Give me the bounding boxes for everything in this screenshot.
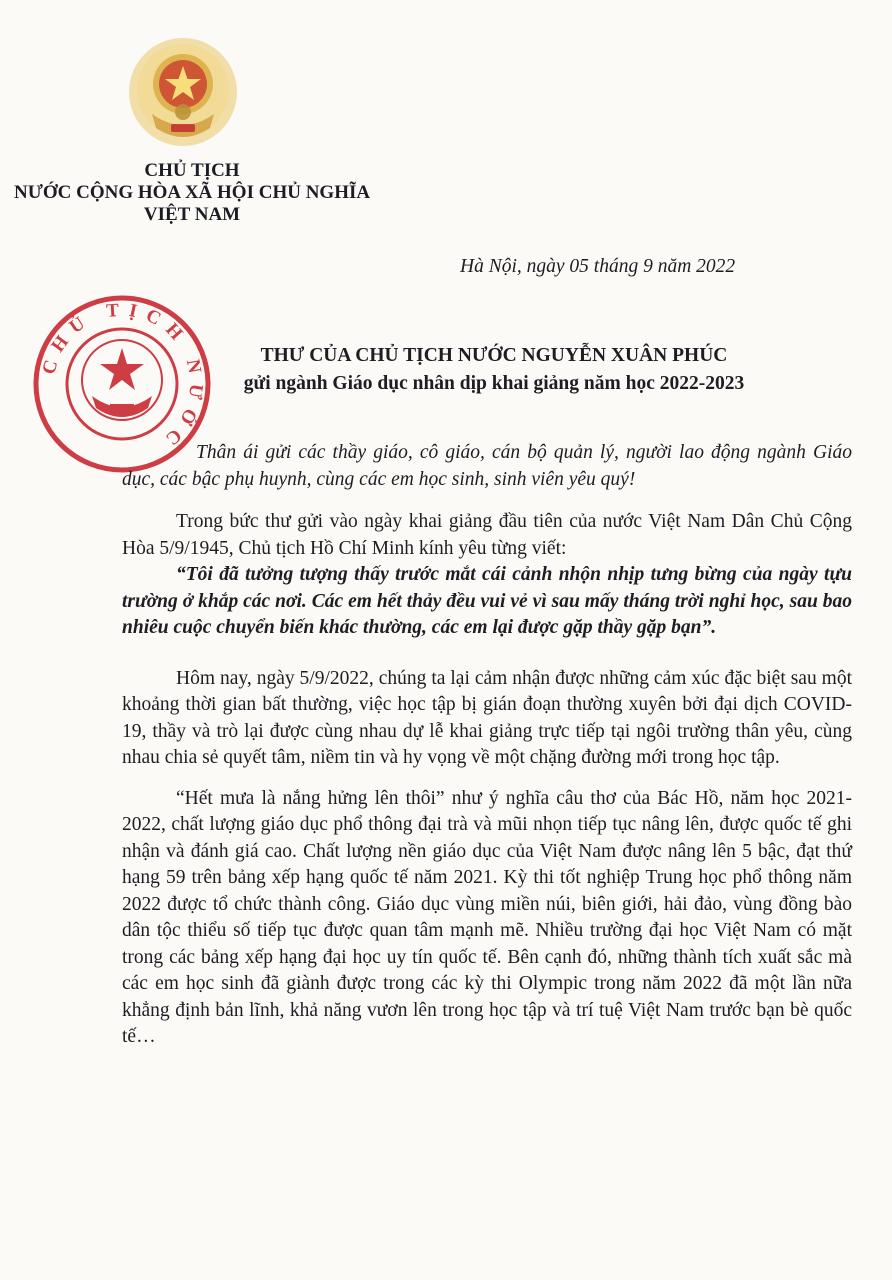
ho-chi-minh-quote: “Tôi đã tưởng tượng thấy trước mắt cái cảnh nhộn nhịp tưng bừng của ngày tựu trường ở khắp các nơi. Các em hết thảy đều vui vẻ vì sau mấy tháng trời nghỉ học, sau bao nhiêu cuộc chuyển biến khác thường, các em lại được gặp thầy gặp bạn”.	[122, 564, 852, 638]
paragraph-intro: Trong bức thư gửi vào ngày khai giảng đầu tiên của nước Việt Nam Dân Chủ Cộng Hòa 5/9/1945, Chủ tịch Hồ Chí Minh kính yêu từng viết:	[122, 511, 852, 559]
greeting: Thân ái gửi các thầy giáo, cô giáo, cán bộ quản lý, người lao động ngành Giáo dục, các bậc phụ huynh, cùng các em học sinh, sinh viên yêu quý!	[122, 442, 852, 490]
letter-body	[122, 440, 852, 1051]
issuer-line-3: VIỆT NAM	[143, 204, 241, 225]
issuer-line-2: NƯỚC CỘNG HÒA XÃ HỘI CHỦ NGHĨA	[14, 182, 371, 203]
place-date: Hà Nội, ngày 05 tháng 9 năm 2022	[460, 256, 736, 277]
national-emblem-icon	[124, 36, 242, 152]
issuer-heading	[14, 160, 370, 226]
seal-text: CHỦ TỊCH NƯỚC	[38, 299, 207, 456]
issuer-line-1: CHỦ TỊCH	[144, 160, 240, 181]
letter-title	[234, 342, 754, 398]
paragraph-today: Hôm nay, ngày 5/9/2022, chúng ta lại cảm nhận được những cảm xúc đặc biệt sau một khoảng thời gian bất thường, việc học tập bị gián đoạn thường xuyên bởi đại dịch COVID-19, thầy và trò lại được cùng nhau dự lễ khai giảng trực tiếp tại ngôi trường thân yêu, cùng nhau chia sẻ quyết tâm, niềm tin và hy vọng về một chặng đường mới trong học tập.	[122, 667, 852, 768]
title-line-2: gửi ngành Giáo dục nhân dịp khai giảng năm học 2022-2023	[243, 373, 745, 394]
paragraph-achievements: “Hết mưa là nắng hửng lên thôi” như ý nghĩa câu thơ của Bác Hồ, năm học 2021-2022, chất lượng giáo dục phổ thông đại trà và mũi nhọn tiếp tục nâng lên, được quốc tế ghi nhận và đánh giá cao. Chất lượng nền giáo dục của Việt Nam được nâng lên 5 bậc, đạt thứ hạng 59 trên bảng xếp hạng quốc tế năm 2021. Kỳ thi tốt nghiệp Trung học phổ thông năm 2022 được tổ chức thành công. Giáo dục vùng miền núi, biên giới, hải đảo, vùng đồng bào dân tộc thiểu số tiếp tục được quan tâm mạnh mẽ. Nhiều trường đại học Việt Nam có mặt trong các bảng xếp hạng đại học uy tín quốc tế. Bên cạnh đó, những thành tích xuất sắc mà các em học sinh đã giành được trong các kỳ thi Olympic trong năm 2022 đã một lần nữa khẳng định bản lĩnh, khả năng vươn lên trong học tập và trí tuệ Việt Nam trước bạn bè quốc tế…	[122, 787, 852, 1047]
title-line-1: THƯ CỦA CHỦ TỊCH NƯỚC NGUYỄN XUÂN PHÚC	[260, 345, 728, 366]
